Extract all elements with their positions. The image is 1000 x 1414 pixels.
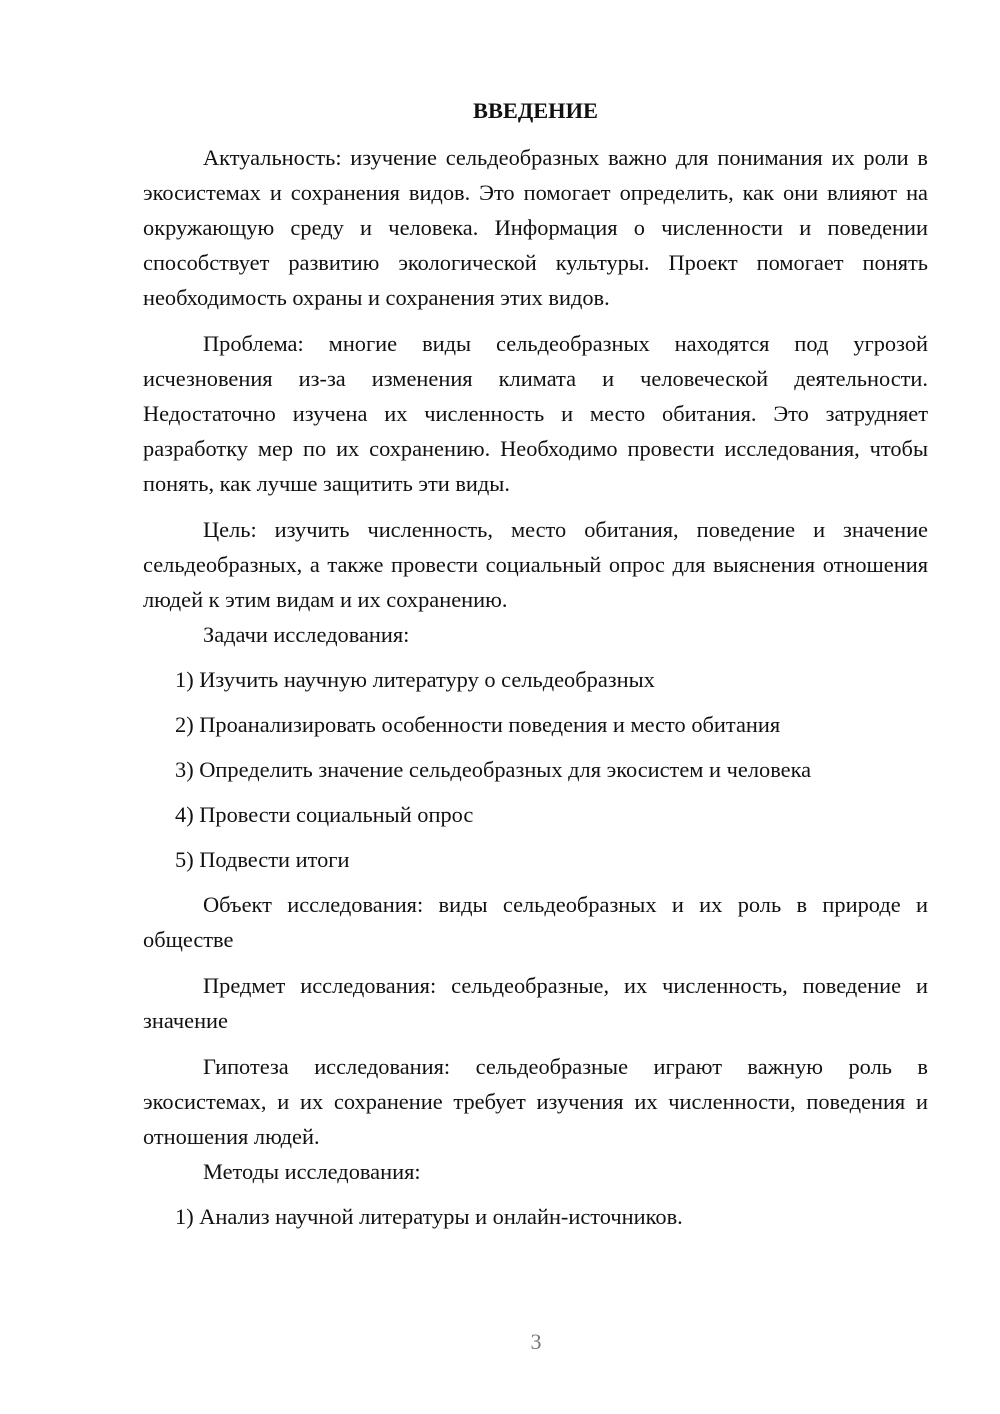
list-item-task-4: 4) Провести социальный опрос xyxy=(175,802,474,827)
list-item-method-1: 1) Анализ научной литературы и онлайн-источников. xyxy=(175,1204,683,1229)
methods-heading: Методы исследования: xyxy=(203,1159,421,1184)
list-item-task-5: 5) Подвести итоги xyxy=(175,847,350,872)
paragraph-subject: Предмет исследования: сельдеобразные, их численность, поведение и значение xyxy=(143,973,928,1033)
page-title: ВВЕДЕНИЕ xyxy=(473,98,598,123)
paragraph-relevance: Актуальность: изучение сельдеобразных важно для понимания их роли в экосистемах и сохранения видов. Это помогает определить, как они влияют на окружающую среду и человека. Информация о численности и поведении способствует развитию экологической культуры. Проект помогает понять необходимость охраны и сохранения этих видов. xyxy=(143,145,928,310)
paragraph-goal: Цель: изучить численность, место обитания, поведение и значение сельдеобразных, а также провести социальный опрос для выяснения отношения людей к этим видам и их сохранению. xyxy=(143,517,928,612)
list-item-task-1: 1) Изучить научную литературу о сельдеобразных xyxy=(175,667,655,692)
tasks-heading: Задачи исследования: xyxy=(203,622,410,647)
paragraph-object: Объект исследования: виды сельдеобразных и их роль в природе и обществе xyxy=(143,892,928,952)
page-content xyxy=(143,93,928,1234)
page-number: 3 xyxy=(530,1329,542,1354)
paragraph-problem: Проблема: многие виды сельдеобразных находятся под угрозой исчезновения из-за изменения климата и человеческой деятельности. Недостаточно изучена их численность и место обитания. Это затрудняет разработку мер по их сохранению. Необходимо провести исследования, чтобы понять, как лучше защитить эти виды. xyxy=(143,331,928,496)
list-item-task-2: 2) Проанализировать особенности поведения и место обитания xyxy=(175,712,781,737)
list-item-task-3: 3) Определить значение сельдеобразных для экосистем и человека xyxy=(175,757,812,782)
paragraph-hypothesis: Гипотеза исследования: сельдеобразные играют важную роль в экосистемах, и их сохранение требует изучения их численности, поведения и отношения людей. xyxy=(143,1054,928,1149)
